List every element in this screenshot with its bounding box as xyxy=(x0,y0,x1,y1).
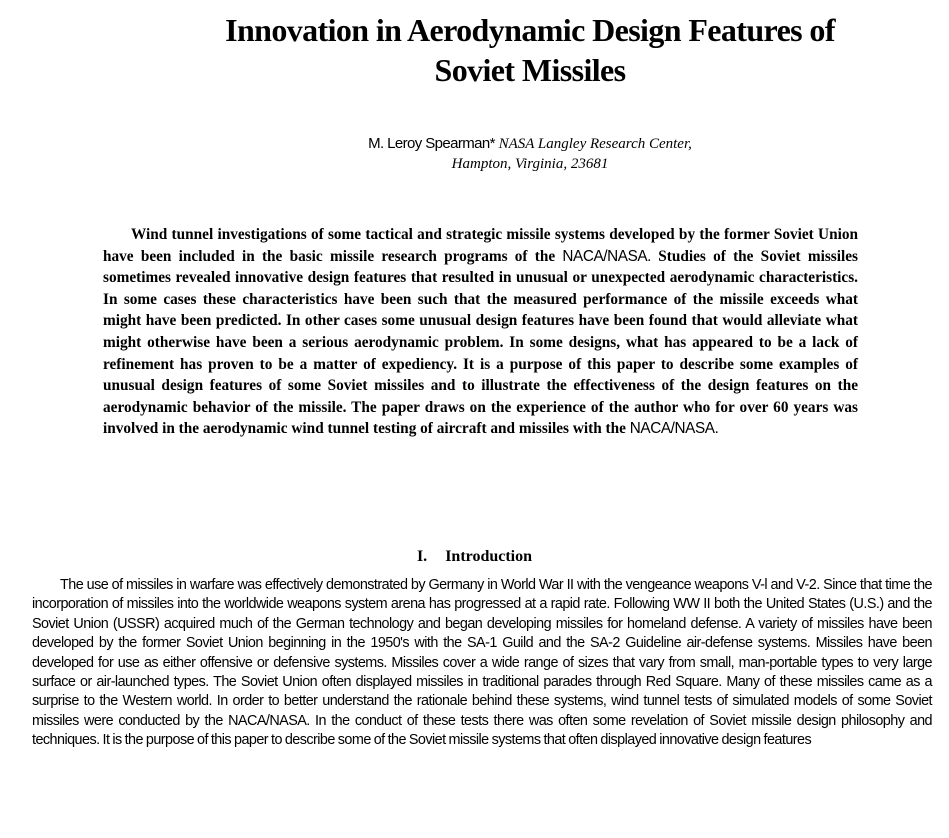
title-line-1: Innovation in Aerodynamic Design Features of xyxy=(225,12,835,48)
author-affiliation: NASA Langley Research Center, xyxy=(498,136,692,152)
abstract-paragraph xyxy=(103,224,858,440)
author-name: M. Leroy Spearman* xyxy=(368,135,495,152)
title-line-2: Soviet Missiles xyxy=(434,52,626,88)
abstract-org-2: NACA/NASA. xyxy=(629,420,719,438)
section-heading xyxy=(0,548,949,566)
abstract-org-1: NACA/NASA. xyxy=(562,247,652,265)
paper-title xyxy=(150,10,910,90)
introduction-paragraph: The use of missiles in warfare was effectively demonstrated by Germany in World War II with the vengeance weapons V-l and V-2. Since that time the incorporation of missiles into the worldwide weapons system arena has progressed at a rapid rate. Following WW II both the United States (U.S.) and the Soviet Union (USSR) acquired much of the German technology and began developing missiles for homeland defense. A variety of missiles have been developed by the former Soviet Union beginning in the 1950's with the SA-1 Guild and the SA-2 Guideline air-defense systems. Missiles have been developed for use as either offensive or defensive systems. Missiles cover a wide range of sizes that vary from small, man-portable types to very large surface or air-launched types. The Soviet Union often displayed missiles in traditional parades through Red Square. Many of these missiles came as a surprise to the Western world. In order to better understand the rationale behind these systems, wind tunnel tests of simulated models of some Soviet missiles were conducted by the NACA/NASA. In the conduct of these tests there was often some revelation of Soviet missile design philosophy and techniques. It is the purpose of this paper to describe some of the Soviet missile systems that often displayed innovative design features xyxy=(32,577,932,749)
author-location: Hampton, Virginia, 23681 xyxy=(451,156,609,172)
abstract-text-1: Wind tunnel investigations of some tactical and strategic missile systems developed by the former Soviet Union have been included in the basic missile research programs of the xyxy=(103,226,858,265)
section-number: I. xyxy=(416,548,428,565)
introduction-body xyxy=(32,576,932,751)
abstract xyxy=(103,224,858,440)
author-line-1 xyxy=(200,134,860,154)
author-block xyxy=(200,134,860,174)
section-title: Introduction xyxy=(445,548,533,565)
abstract-text-2: Studies of the Soviet missiles sometimes revealed innovative design features that resulted in unusual or unexpected aerodynamic characteristics. In some cases these characteristics have been such that the measured performance of the missile exceeds what might have been predicted. In other cases some unusual design features have been found that would alleviate what might otherwise have been a serious aerodynamic problem. In some designs, what has appeared to be a lack of refinement has proven to be a matter of expediency. It is a purpose of this paper to describe some examples of unusual design features of some Soviet missiles and to illustrate the effectiveness of the design features on the aerodynamic behavior of the missile. The paper draws on the experience of the author who for over 60 years was involved in the aerodynamic wind tunnel testing of aircraft and missiles with the xyxy=(103,247,858,438)
